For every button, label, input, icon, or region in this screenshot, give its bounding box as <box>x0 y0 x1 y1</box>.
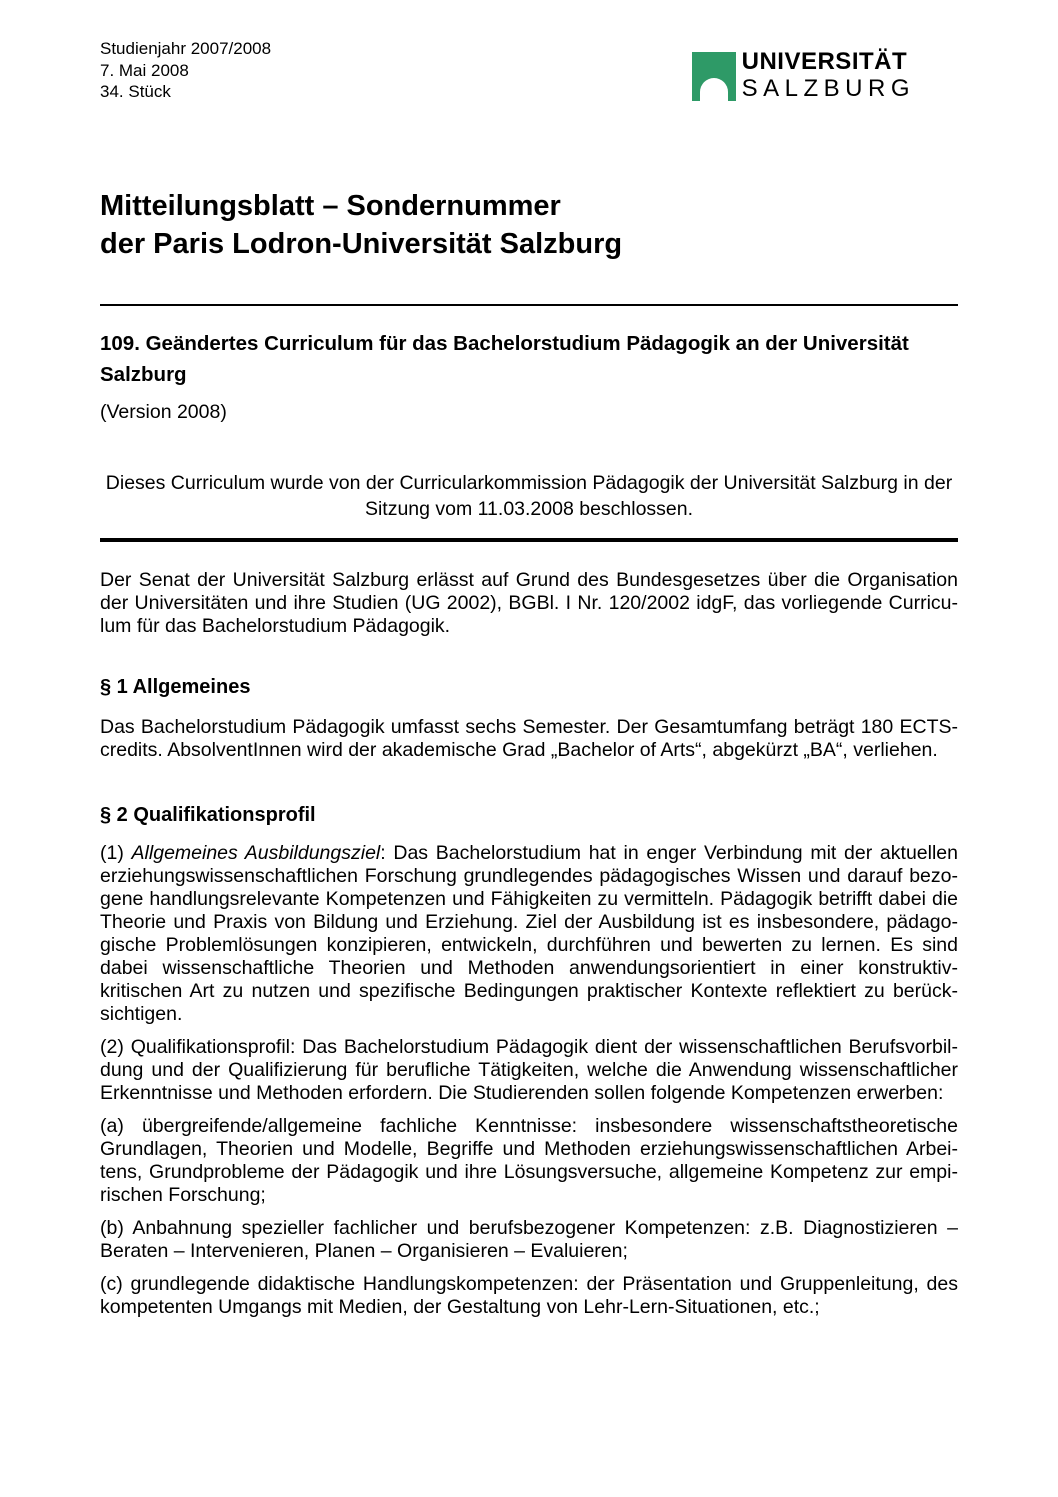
divider-thick <box>100 538 958 542</box>
article-number-heading: 109. Geändertes Curriculum für das Bachelorstudium Pädagogik an der Universität Salzburg <box>100 332 909 386</box>
paragraph-1-body: : Das Bachelorstudium hat in enger Verbindung mit der aktuellen erziehungswissenschaftlichen Forschung grundlegendes pädagogisches Wissen und darauf bezogene handlungsrelevante Kompetenzen und Fähigkeiten zu vermitteln. Pädagogik betrifft dabei die Theorie und Praxis von Bildung und Erziehung. Ziel der Ausbildung ist es insbesondere, pädagogische Problemlösungen konzipieren, entwickeln, durchführen und bewerten zu lernen. Es sind dabei wissenschaftliche Theorien und Methoden anwendungsorientiert in einer konstruktiv-kritischen Art zu nutzen und spezifische Bedingungen praktischer Kontexte reflektiert zu berücksichtigen. <box>100 842 958 1025</box>
section-2-paragraph-2: (2) Qualifikationsprofil: Das Bachelorstudium Pädagogik dient der wissenschaftlichen Berufsvorbildung und der Qualifizierung für berufliche Tätigkeiten, welche die Anwendung wissenschaftlicher Erkenntnisse und Methoden erfordern. Die Studierenden sollen folgende Kompetenzen erwerben: <box>100 1036 958 1104</box>
university-logo <box>692 38 915 102</box>
university-logo-icon <box>692 52 736 101</box>
logo-wordmark-universitat: UNIVERSITÄT <box>741 48 908 75</box>
issue-number: 34. Stück <box>100 82 171 101</box>
section-1-heading: § 1 Allgemeines <box>100 676 251 698</box>
version-note: (Version 2008) <box>100 401 227 423</box>
section-2-item-a: (a) übergreifende/allgemeine fachliche Kenntnisse: insbesondere wissenschaftstheoretische Grundlagen, Theorien und Modelle, Begriffe und Methoden erziehungswissenschaftlichen Arbeitens, Grundprobleme der Pädagogik und ihre Lösungsversuche, allgemeine Kompetenz zur empirischen Forschung; <box>100 1115 958 1206</box>
document-title-line2: der Paris Lodron-Universität Salzburg <box>100 227 623 260</box>
logo-wordmark-salzburg: SALZBURG <box>741 75 915 102</box>
issue-studienjahr: Studienjahr 2007/2008 <box>100 39 272 58</box>
resolution-note: Dieses Curriculum wurde von der Curricularkommission Pädagogik der Universität Salzburg in der Sitzung vom 11.03.2008 beschlossen. <box>105 472 953 520</box>
section-1-paragraph: Das Bachelorstudium Pädagogik umfasst sechs Semester. Der Gesamtumfang beträgt 180 ECTS-credits. AbsolventInnen wird der akademische Grad „Bachelor of Arts“, abgekürzt „BA“, verliehen. <box>100 716 958 761</box>
dome-arch-icon <box>700 78 728 101</box>
page-header <box>100 38 958 104</box>
section-2-item-b: (b) Anbahnung spezieller fachlicher und berufsbezogener Kompetenzen: z.B. Diagnostizieren – Beraten – Intervenieren, Planen – Organisieren – Evaluieren; <box>100 1217 958 1262</box>
section-2-item-c: (c) grundlegende didaktische Handlungskompetenzen: der Präsentation und Gruppenleitung, des kompetenten Umgangs mit Medien, der Gestaltung von Lehr-Lern-Situationen, etc.; <box>100 1273 958 1318</box>
university-logo-text <box>742 47 915 102</box>
document-title <box>100 188 958 263</box>
section-2-paragraph-1 <box>100 842 958 1026</box>
issue-date: 7. Mai 2008 <box>100 60 189 80</box>
issue-info <box>100 38 271 103</box>
document-title-line1: Mitteilungsblatt – Sondernummer <box>100 190 561 222</box>
paragraph-1-italic-lead: Allgemeines Ausbildungsziel <box>131 842 381 864</box>
enactment-paragraph: Der Senat der Universität Salzburg erlässt auf Grund des Bundesgesetzes über die Organisation der Universitäten und ihre Studien (UG 2002), BGBl. I Nr. 120/2002 idgF, das vorliegende Curriculum für das Bachelorstudium Pädagogik. <box>100 569 958 637</box>
section-2-heading: § 2 Qualifikationsprofil <box>100 804 316 826</box>
paragraph-1-number: (1) <box>100 842 132 864</box>
divider-thin <box>100 304 958 306</box>
